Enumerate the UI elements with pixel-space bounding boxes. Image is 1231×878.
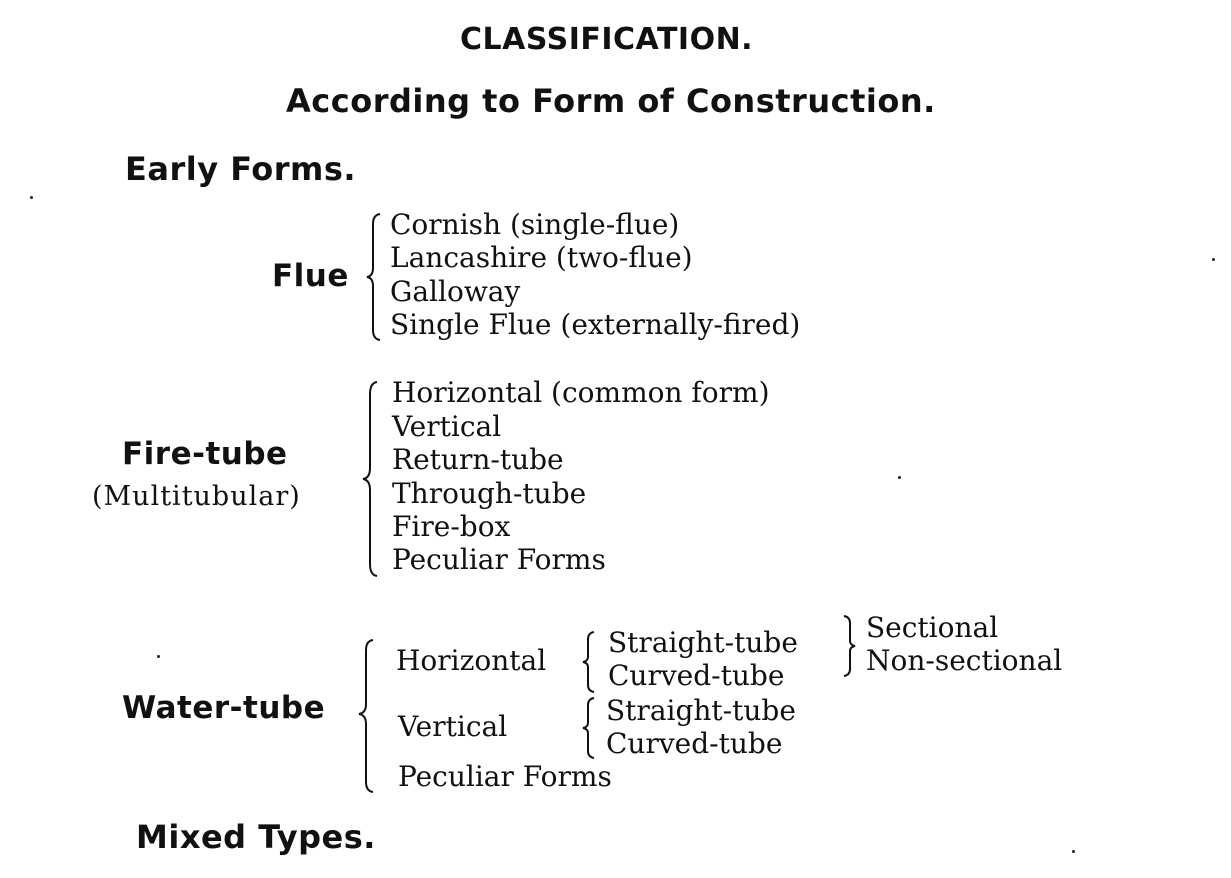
fire-tube-item: Fire-box [392,510,511,543]
scan-speck [30,196,33,199]
fire-tube-item: Return-tube [392,443,564,476]
water-vertical-brace [580,696,598,760]
flue-item: Galloway [390,275,521,308]
water-horizontal-sub-item: Sectional [866,611,999,644]
fire-tube-item: Horizontal (common form) [392,376,770,409]
water-peculiar-forms: Peculiar Forms [398,760,612,793]
section-mixed-types: Mixed Types. [136,818,376,856]
scan-speck [1072,850,1075,853]
water-horizontal-sub-item: Non-sectional [866,644,1063,677]
page-heading: CLASSIFICATION. [460,22,754,57]
water-vertical-item: Curved-tube [606,727,783,760]
fire-tube-item: Through-tube [392,477,587,510]
fire-tube-brace [360,380,382,578]
flue-item: Cornish (single-flue) [390,208,680,241]
flue-item: Lancashire (two-flue) [390,241,693,274]
water-tube-label: Water-tube [122,690,326,726]
page-subheading: According to Form of Construction. [286,82,936,120]
flue-item: Single Flue (externally-fired) [390,308,801,341]
scan-speck [1212,258,1215,261]
scan-speck [898,476,901,479]
fire-tube-sublabel: (Multitubular) [92,481,301,512]
water-horizontal-label: Horizontal [396,644,547,677]
water-horizontal-item: Straight-tube [608,626,798,659]
fire-tube-item: Peculiar Forms [392,543,606,576]
water-horizontal-sub-brace [840,614,858,678]
water-tube-brace [356,638,378,794]
water-horizontal-brace [580,630,598,694]
fire-tube-item: Vertical [392,410,502,443]
scan-speck [157,655,160,658]
water-vertical-label: Vertical [398,710,508,743]
section-early-forms: Early Forms. [125,150,357,188]
fire-tube-label: Fire-tube [122,436,288,472]
water-horizontal-item: Curved-tube [608,659,785,692]
flue-label: Flue [272,258,349,294]
water-vertical-item: Straight-tube [606,694,796,727]
flue-brace [364,212,386,342]
